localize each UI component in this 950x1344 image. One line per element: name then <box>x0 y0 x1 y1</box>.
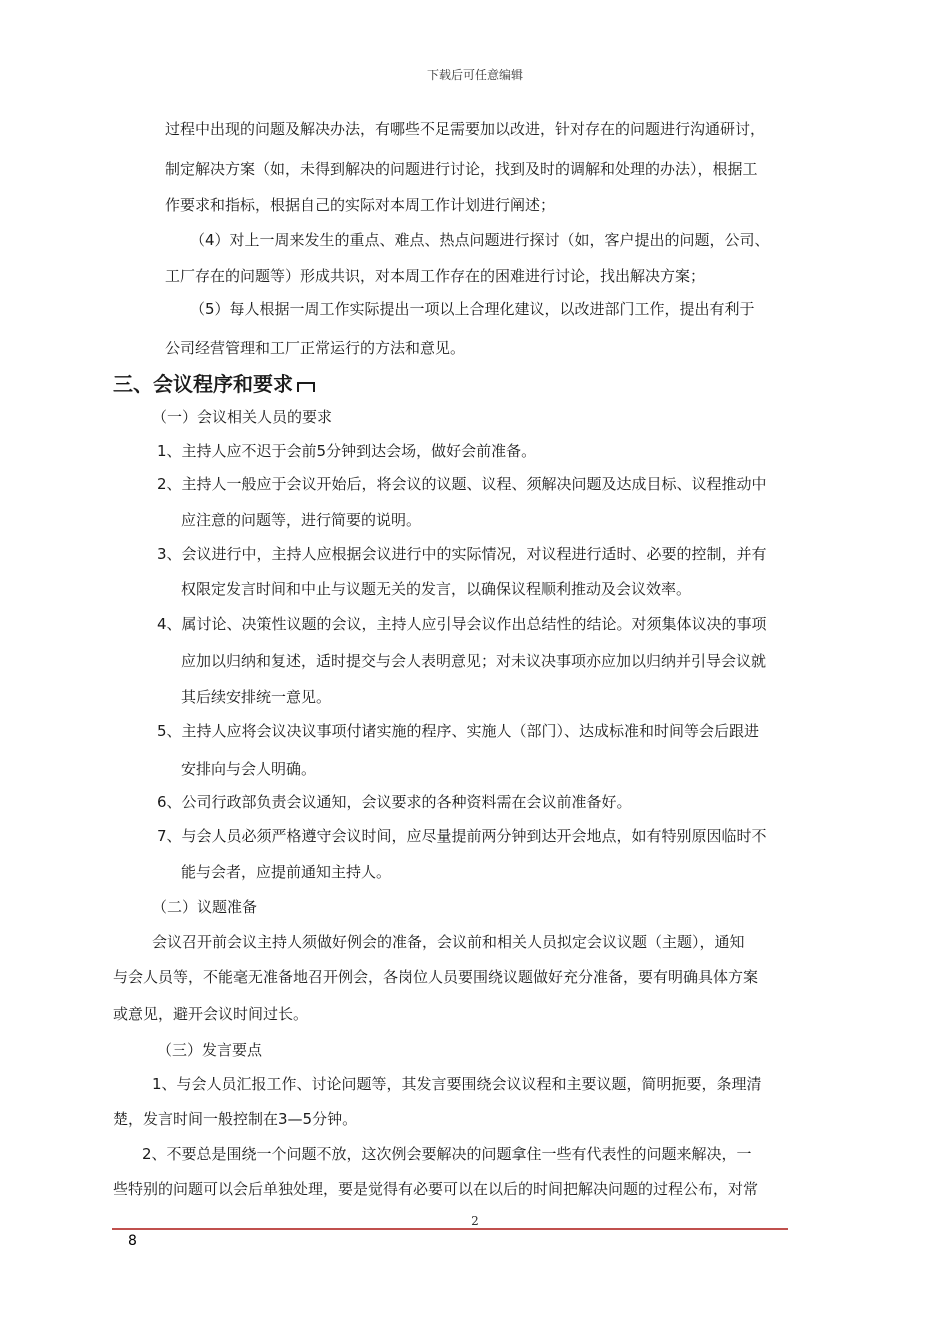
subheading: （三）发言要点 <box>157 1041 263 1059</box>
body-line: （5）每人根据一周工作实际提出一项以上合理化建议，以改进部门工作，提出有利于 <box>190 300 755 318</box>
list-item: 7、与会人员必须严格遵守会议时间，应尽量提前两分钟到达开会地点，如有特别原因临时不 <box>157 827 767 845</box>
body-line: 与会人员等，不能毫无准备地召开例会，各岗位人员要围绕议题做好充分准备，要有明确具体方案 <box>113 968 759 986</box>
list-item-continuation: 安排向与会人明确。 <box>181 760 317 778</box>
list-item: 2、不要总是围绕一个问题不放，这次例会要解决的问题拿住一些有代表性的问题来解决，一 <box>142 1145 752 1163</box>
list-item: 6、公司行政部负责会议通知，会议要求的各种资料需在会议前准备好。 <box>157 793 632 811</box>
list-item-continuation: 应加以归纳和复述，适时提交与会人表明意见；对未议决事项亦应加以归纳并引导会议就 <box>181 652 767 670</box>
list-item: 5、主持人应将会议决议事项付诸实施的程序、实施人（部门）、达成标准和时间等会后跟进 <box>157 722 760 740</box>
section-heading-text: 三、会议程序和要求 <box>113 372 293 396</box>
body-line: 或意见，避开会议时间过长。 <box>113 1005 309 1023</box>
list-item-continuation: 些特别的问题可以会后单独处理，要是觉得有必要可以在以后的时间把解决问题的过程公布，对常 <box>113 1180 759 1198</box>
list-item: 4、属讨论、决策性议题的会议，主持人应引导会议作出总结性的结论。对须集体议决的事项 <box>157 615 767 633</box>
list-item: 2、主持人一般应于会议开始后，将会议的议题、议程、须解决问题及达成目标、议程推动中 <box>157 475 767 493</box>
body-line: 工厂存在的问题等）形成共识，对本周工作存在的困难进行讨论，找出解决方案； <box>165 267 706 285</box>
body-line: 作要求和指标，根据自己的实际对本周工作计划进行阐述； <box>165 196 556 214</box>
list-item: 1、与会人员汇报工作、讨论问题等，其发言要围绕会议议程和主要议题，简明扼要，条理清 <box>152 1075 762 1093</box>
section-heading <box>113 368 315 397</box>
body-line: 制定解决方案（如，未得到解决的问题进行讨论，找到及时的调解和处理的办法），根据工 <box>165 160 758 178</box>
subheading: （一）会议相关人员的要求 <box>152 408 333 426</box>
list-item: 3、会议进行中，主持人应根据会议进行中的实际情况，对议程进行适时、必要的控制，并有 <box>157 545 767 563</box>
footer-note: 8 <box>128 1233 137 1249</box>
body-line: 过程中出现的问题及解决办法，有哪些不足需要加以改进，针对存在的问题进行沟通研讨， <box>165 120 766 138</box>
list-item-continuation: 能与会者，应提前通知主持人。 <box>181 863 392 881</box>
subheading: （二）议题准备 <box>152 898 258 916</box>
list-item-continuation: 权限定发言时间和中止与议题无关的发言，以确保议程顺利推动及会议效率。 <box>181 580 692 598</box>
list-item: 1、主持人应不迟于会前5分钟到达会场，做好会前准备。 <box>157 442 537 460</box>
footer-divider <box>112 1228 788 1230</box>
body-line: （4）对上一周来发生的重点、难点、热点问题进行探讨（如，客户提出的问题，公司、 <box>190 231 770 249</box>
page-header: 下载后可任意编辑 <box>426 68 523 82</box>
heading-marker-icon <box>297 382 315 392</box>
list-item-continuation: 应注意的问题等，进行简要的说明。 <box>181 511 422 529</box>
body-line: 公司经营管理和工厂正常运行的方法和意见。 <box>165 339 466 357</box>
page-number: 2 <box>471 1214 479 1228</box>
list-item-continuation: 其后续安排统一意见。 <box>181 688 332 706</box>
body-line: 会议召开前会议主持人须做好例会的准备，会议前和相关人员拟定会议议题（主题），通知 <box>152 933 745 951</box>
list-item-continuation: 楚，发言时间一般控制在3—5分钟。 <box>113 1110 358 1128</box>
